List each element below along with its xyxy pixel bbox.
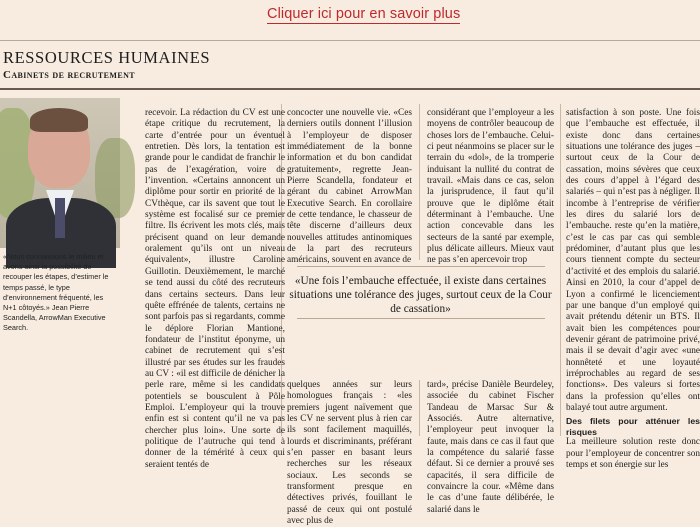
column-divider [419, 380, 420, 436]
section-subtitle: Cabinets de recrutement [3, 69, 135, 81]
article-column-4: satisfaction à son poste. Une fois que l’embauche est effectuée, il existe donc dans certaines situations une tolérance des juges – surtout ceux de la Cour de cassation, moins sévères que ceux des cours d’appel à l’égard des salariés – qui n’est pas à négliger. Il incombe à l’entreprise de vérifier les dires du salarié lors de l’embauche. reste qu’en la matière, c’est le cas par cas qui semble prédominer, d’autant plus que les cours tiennent compte du secteur d’activité et des emplois du salarié. Ainsi en 2010, la cour d’appel de Lyon a confirmé le licenciement par une banque d’un employé qui avait prétendu détenir un BTS. Il avait bien les compétences pour devenir gérant de patrimoine privé, mais il se devait d’agir avec «une honnêteté et une loyauté irréprochables au regard de ses fonctions». Des valeurs si fortes dans la profession qu’elles ont balayé tout autre argument. Des filets pour atténuer les risques La meilleure solution reste donc pour l’employeur de concentrer son temps et son énergie sur les [566, 108, 700, 470]
header-divider [0, 88, 700, 90]
article-column-2: concocter une nouvelle vie. «Ces derniers outils donnent l’illusion à l’employeur de disposer immédiatement de la bonne information et du bon candidat gratuitement», regrette Jean-Pierre Scandella, fondateur et gérant du cabinet ArrowMan Executive Search. En corollaire de cette tendance, le chasseur de tête discerne d’ailleurs deux nouvelles attitudes antinomiques de la part des recruteurs américains, souvent en avance de [287, 108, 412, 266]
column-divider [419, 104, 420, 260]
article-column-1: recevoir. La rédaction du CV est une étape critique du recrutement, la carte d’entrée pour un éventuel entretien. Dès lors, la tentation est grande pour le candidat de franchir le pas de l’exagération, voire de l’invention. «Certains annoncent un diplôme pour sortir en priorité de la CVthèque, car ils savent que tout le système est focalisé sur ce premier filtre. Ils écrivent les mots clés, mais précisent quand on leur demande oralement qu’ils ont un niveau équivalent», illustre Caroline Guillotin. Deuxièmement, le marché se tend aussi du côté des recruteurs dans certains secteurs. Dans leur quête effrénée de talents, certains ne sont parfois pas si regardants, comme le déplore Florian Mantione, fondateur de l’institut éponyme, un cabinet de recrutement qui s’est illustré par ses études sur les fraudes au CV : «il est difficile de dénicher la perle rare, même si les candidats potentiels se bousculent à Pôle Emploi. L’employeur qui la trouve enfin est si content qu’il ne va pas chercher plus loin». Une sorte de politique de l’autruche qui tend à donner de la témérité à ceux qui seraient tentés de [145, 108, 285, 470]
section-title: RESSOURCES HUMAINES [3, 48, 211, 67]
article-column-3: considérant que l’employeur a les moyens de contrôler beaucoup de choses lors de l’embauche. Celui-ci peut néanmoins se placer sur le terrain du «dol», de la tromperie induisant la nullité du contrat de travail. «Mais dans ce cas, selon la jurisprudence, il faut qu’il prouve que le diplôme était déterminant à l’embauche. Une action concevable dans les secteurs de la santé par exemple, plus délicate ailleurs. Mieux vaut ne pas s’en apercevoir trop [427, 108, 554, 266]
pull-quote: «Une fois l’embauche effectuée, il existe dans certaines situations une tolérance des juges, surtout ceux de la Cour de cassation» [289, 275, 552, 315]
top-banner [0, 0, 700, 36]
column-divider [560, 104, 561, 436]
photo-caption: «Nous connaissons le milieu et avons ainsi la possibilité de recouper les étapes, d’estimer le temps passé, le type d’environnement fréquenté, les N+1 côtoyés.» Jean Pierre Scandella, ArrowMan Executive Search. [3, 252, 109, 333]
quote-rule-bottom [297, 318, 545, 319]
quote-rule-top [297, 266, 545, 267]
portrait-photo [0, 98, 120, 248]
learn-more-link[interactable]: Cliquer ici pour en savoir plus [267, 6, 461, 22]
subheading: Des filets pour atténuer les risques [566, 416, 700, 437]
article-column-2-continued: quelques années sur leurs homologues français : «les premiers jugent naïvement que les CV ne servent plus à rien car ils sont facilement maquillés, lourds et discriminants, préférant s’en passer en basant leurs recherches sur les réseaux sociaux. Les seconds se transforment presque en détectives privés, fouillant le passé de ceux qui ont postulé avec plus de [287, 380, 412, 527]
article-column-3-continued: tard», précise Danièle Beurdeley, associée du cabinet Fischer Tandeau de Marsac Sur & Associés. Autre alternative, l’employeur peut invoquer la faute, mais dans ce cas il faut que la compétence du salarié fasse défaut. Si ce dernier a prouvé ses capacités, il sera difficile de convaincre la cour. «Même dans le cas d’une faute délibérée, le salarié dans le [427, 380, 554, 515]
top-divider [0, 40, 700, 41]
